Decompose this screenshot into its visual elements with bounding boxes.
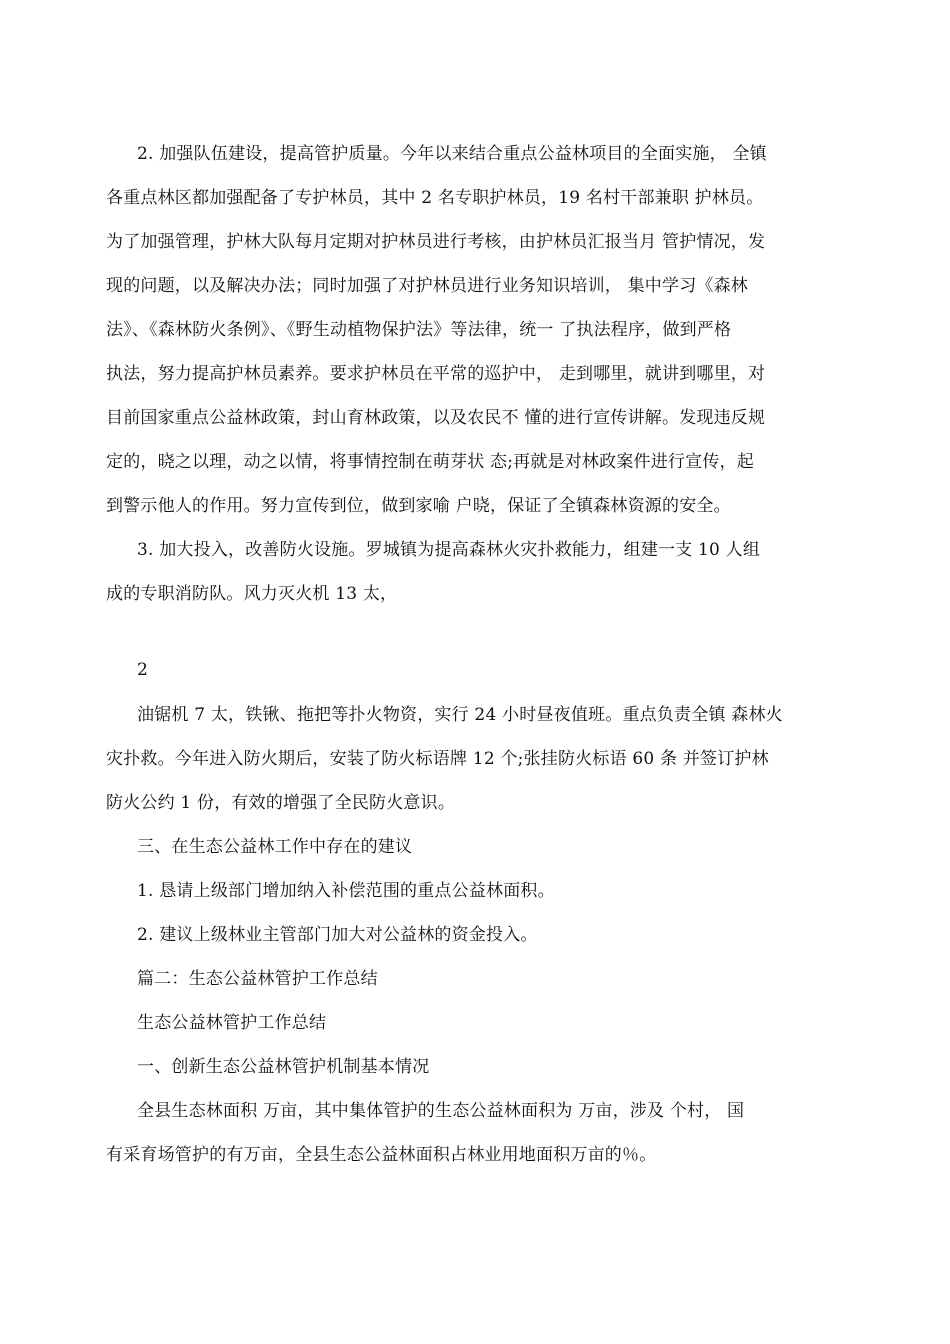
para-line: 防火公约 1 份，有效的增强了全民防火意识。 xyxy=(106,793,456,813)
para-line: 2. 加强队伍建设，提高管护质量。今年以来结合重点公益林项目的全面实施， 全镇 xyxy=(137,144,767,164)
para-line: 到警示他人的作用。努力宣传到位，做到家喻 户晓，保证了全镇森林资源的安全。 xyxy=(106,496,731,516)
para-line: 成的专职消防队。风力灭火机 13 太， xyxy=(106,584,398,604)
document-title: 生态公益林管护工作总结 xyxy=(137,1013,327,1033)
para-line: 定的，晓之以理，动之以情，将事情控制在萌芽状 态;再就是对林政案件进行宣传，起 xyxy=(106,452,754,472)
para-line: 目前国家重点公益林政策，封山育林政策，以及农民不 懂的进行宣传讲解。发现违反规 xyxy=(106,408,766,428)
para-line: 2. 建议上级林业主管部门加大对公益林的资金投入。 xyxy=(137,925,538,945)
para-line: 油锯机 7 太，铁锹、拖把等扑火物资，实行 24 小时昼夜值班。重点负责全镇 森林火 xyxy=(137,705,783,725)
section-heading: 三、在生态公益林工作中存在的建议 xyxy=(137,837,413,857)
page-number: 2 xyxy=(137,660,149,680)
para-line: 各重点林区都加强配备了专护林员，其中 2 名专职护林员，19 名村干部兼职 护林员。 xyxy=(106,188,764,208)
section-heading: 篇二：生态公益林管护工作总结 xyxy=(137,969,378,989)
para-line: 灾扑救。今年进入防火期后，安装了防火标语牌 12 个;张挂防火标语 60 条 并签订护林 xyxy=(106,749,769,769)
para-line: 有采育场管护的有万亩，全县生态公益林面积占林业用地面积万亩的％。 xyxy=(106,1145,657,1165)
para-line: 1. 恳请上级部门增加纳入补偿范围的重点公益林面积。 xyxy=(137,881,555,901)
para-line: 执法，努力提高护林员素养。要求护林员在平常的巡护中， 走到哪里，就讲到哪里，对 xyxy=(106,364,766,384)
para-line: 3. 加大投入，改善防火设施。罗城镇为提高森林火灾扑救能力，组建一支 10 人组 xyxy=(137,540,761,560)
para-line: 法》、《森林防火条例》、《野生动植物保护法》等法律，统一 了执法程序，做到严格 xyxy=(106,320,732,340)
para-line: 现的问题，以及解决办法；同时加强了对护林员进行业务知识培训， 集中学习《森林 xyxy=(106,276,749,296)
section-heading: 一、创新生态公益林管护机制基本情况 xyxy=(137,1057,430,1077)
para-line: 为了加强管理，护林大队每月定期对护林员进行考核，由护林员汇报当月 管护情况，发 xyxy=(106,232,766,252)
para-line: 全县生态林面积 万亩，其中集体管护的生态公益林面积为 万亩，涉及 个村， 国 xyxy=(137,1101,745,1121)
